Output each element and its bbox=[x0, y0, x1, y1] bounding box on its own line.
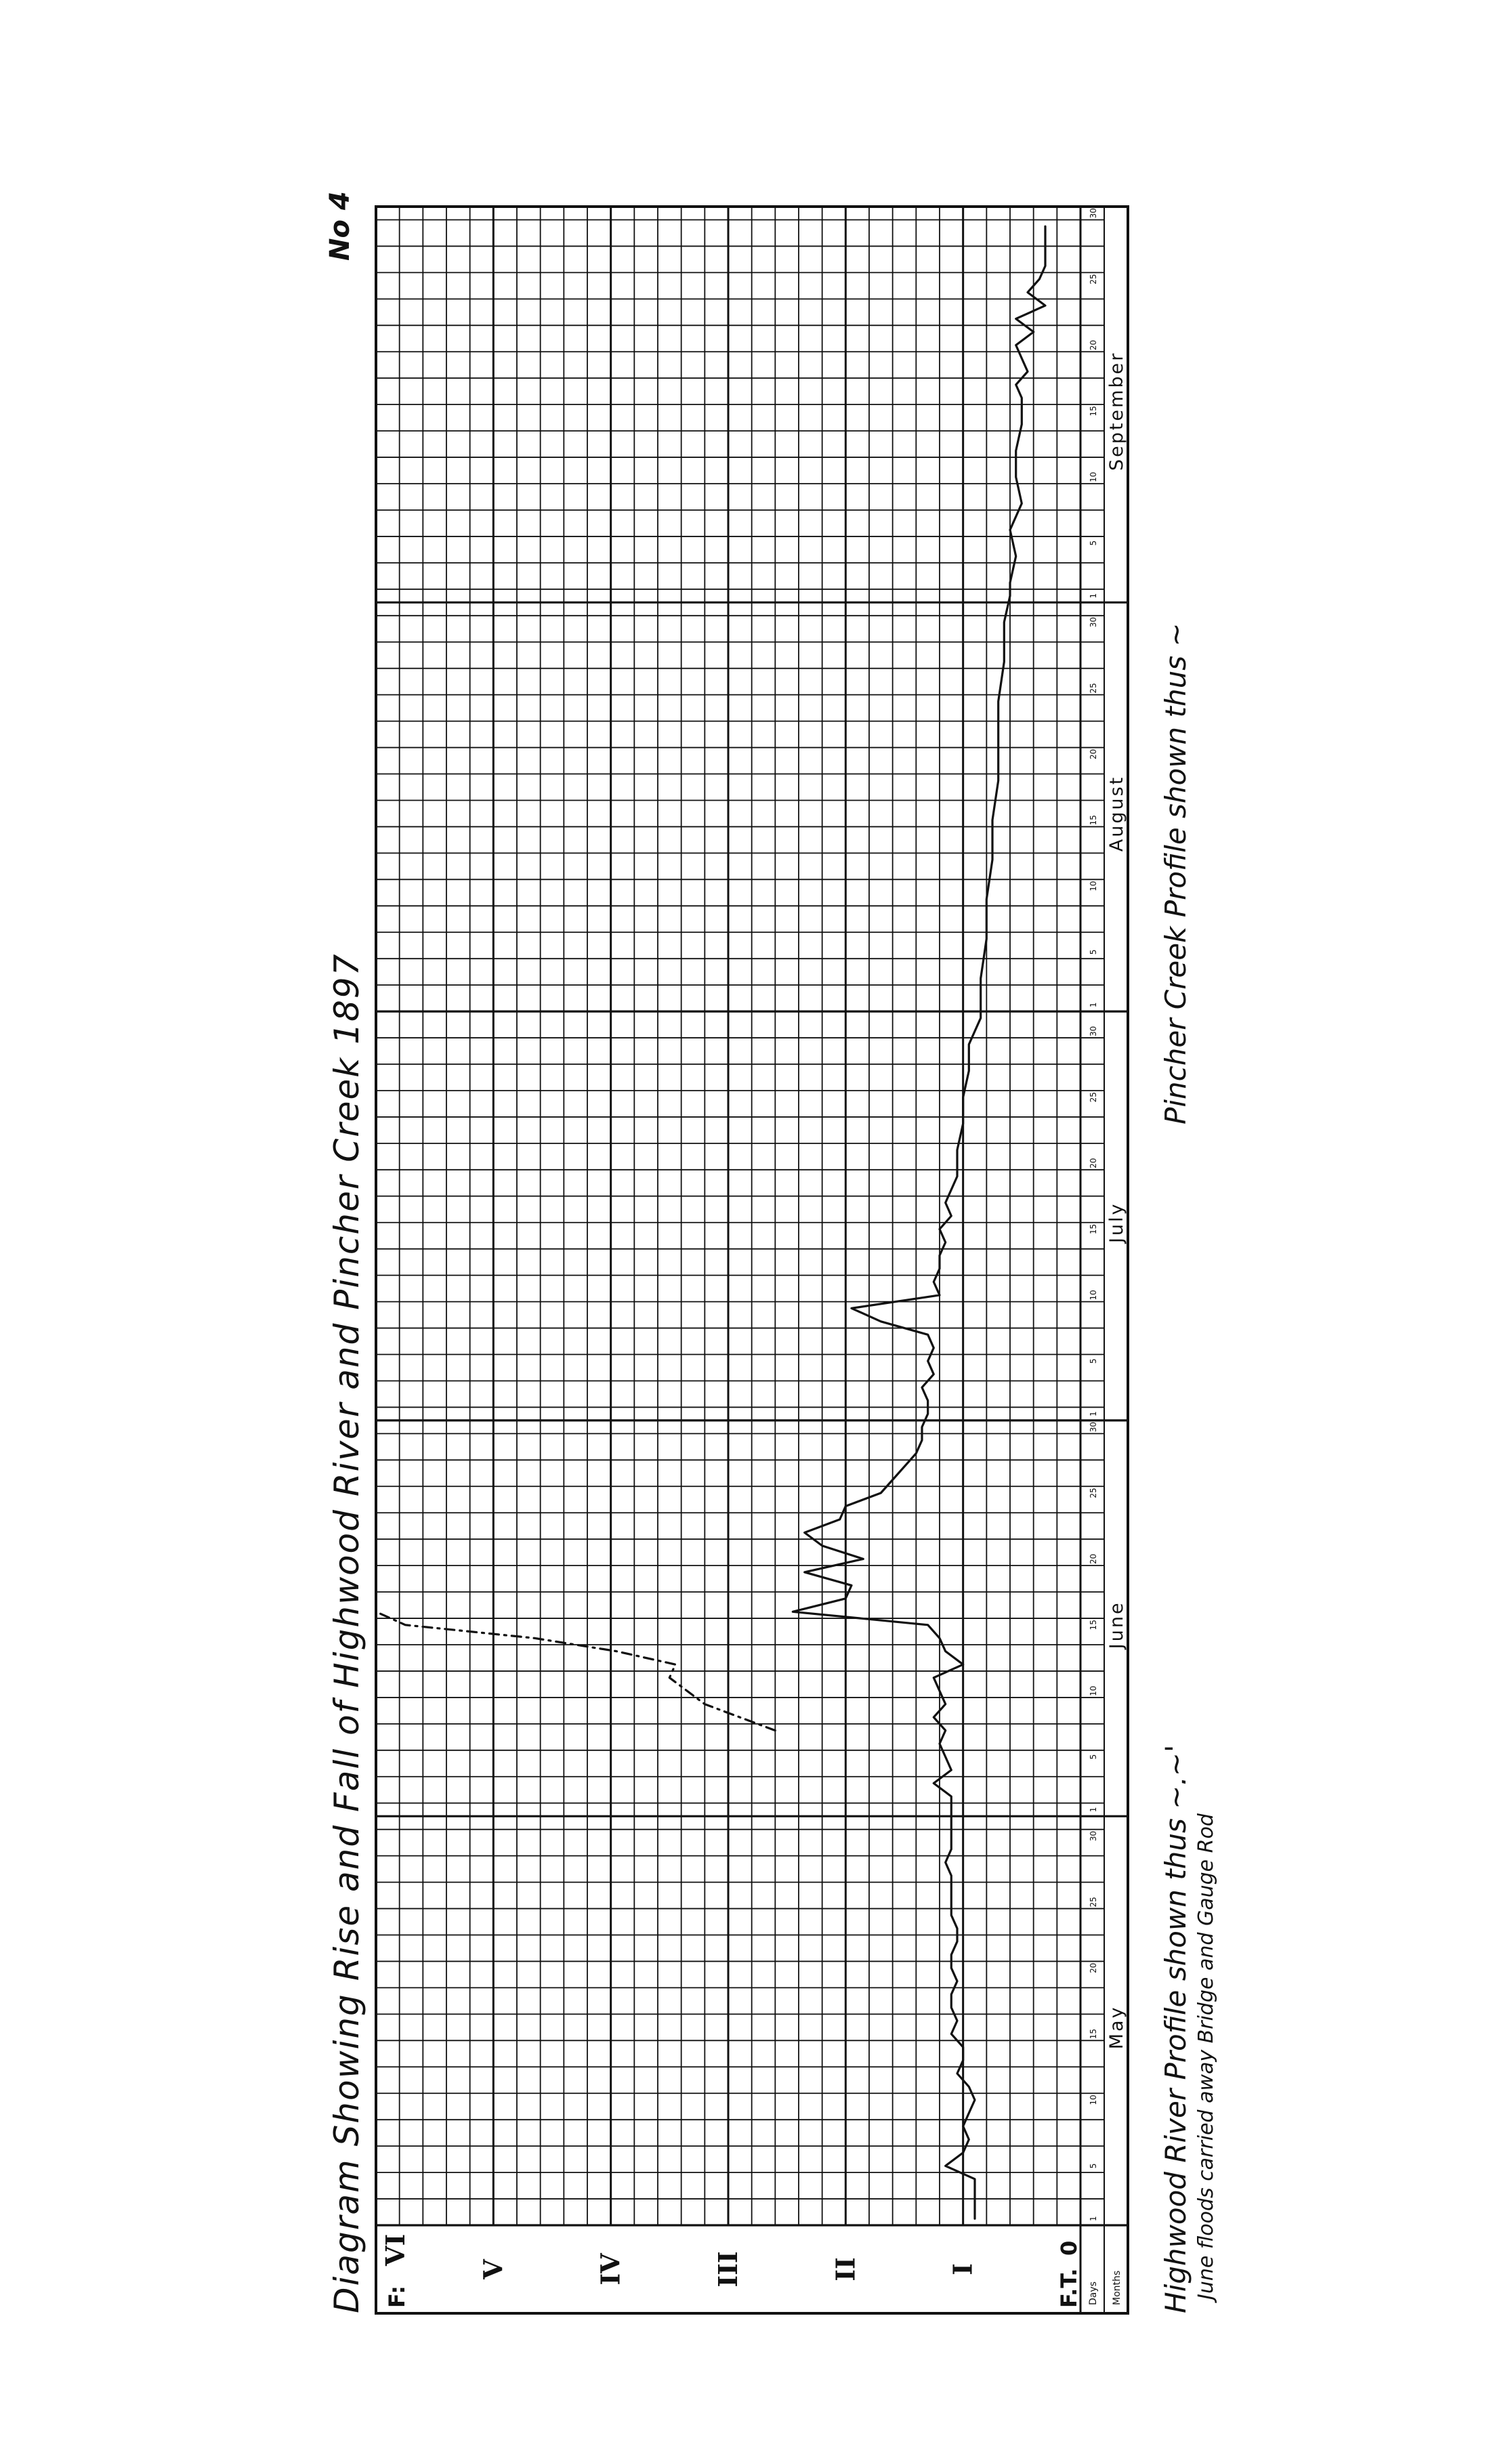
y-tick-label: V bbox=[478, 2259, 509, 2279]
day-tick-label: 30 bbox=[1089, 1026, 1098, 1036]
day-tick-label: 25 bbox=[1089, 683, 1098, 694]
highwood-legend: Highwood River Profile shown thus ~.~' bbox=[1159, 1744, 1192, 2313]
day-tick-label: 10 bbox=[1089, 1290, 1098, 1301]
day-tick-label: 25 bbox=[1089, 1488, 1098, 1498]
day-tick-label: 30 bbox=[1089, 616, 1098, 628]
page-number: No 4 bbox=[324, 191, 356, 261]
day-tick-label: 30 bbox=[1089, 208, 1098, 219]
xlabel-months: Months bbox=[1112, 2270, 1122, 2305]
day-tick-label: 5 bbox=[1089, 540, 1098, 546]
day-tick-label: 5 bbox=[1089, 2163, 1098, 2169]
day-tick-label: 25 bbox=[1089, 1897, 1098, 1908]
day-tick-label: 15 bbox=[1089, 1620, 1098, 1630]
month-label: September bbox=[1106, 351, 1127, 471]
day-tick-label: 1 bbox=[1089, 1807, 1098, 1813]
day-tick-label: 20 bbox=[1089, 749, 1098, 759]
day-tick-label: 1 bbox=[1089, 1002, 1098, 1008]
day-tick-label: 30 bbox=[1089, 1421, 1098, 1433]
day-tick-label: 10 bbox=[1089, 1685, 1098, 1696]
y-tick-label: I bbox=[947, 2263, 978, 2275]
day-tick-label: 5 bbox=[1089, 1358, 1098, 1364]
month-label: June bbox=[1106, 1601, 1127, 1649]
y-tick-label: IV bbox=[595, 2253, 626, 2286]
day-tick-label: 20 bbox=[1089, 1962, 1098, 1973]
month-label: August bbox=[1106, 775, 1127, 852]
pincher-legend: Pincher Creek Profile shown thus ~ bbox=[1159, 623, 1192, 1124]
day-tick-label: 20 bbox=[1089, 1158, 1098, 1169]
day-tick-label: 15 bbox=[1089, 1223, 1098, 1235]
y-axis-unit-top: F: bbox=[384, 2286, 410, 2308]
day-tick-label: 25 bbox=[1089, 274, 1098, 285]
day-tick-label: 5 bbox=[1089, 1754, 1098, 1760]
day-tick-label: 15 bbox=[1089, 406, 1098, 417]
day-tick-label: 15 bbox=[1089, 2028, 1098, 2040]
y-axis-unit-bottom: F.T. bbox=[1056, 2268, 1082, 2308]
axis-labels bbox=[380, 208, 1127, 2308]
day-tick-label: 30 bbox=[1089, 1830, 1098, 1842]
day-tick-label: 25 bbox=[1089, 1092, 1098, 1103]
y-tick-label: III bbox=[713, 2251, 743, 2288]
y-tick-label: VI bbox=[380, 2233, 411, 2266]
highwood-note: June floods carried away Bridge and Gauge Rod bbox=[1194, 1813, 1218, 2300]
y-tick-label: II bbox=[830, 2257, 861, 2281]
day-tick-label: 1 bbox=[1089, 593, 1098, 599]
chart-grid bbox=[376, 207, 1128, 2313]
day-tick-label: 20 bbox=[1089, 339, 1098, 351]
month-label: May bbox=[1106, 2005, 1127, 2050]
day-tick-label: 10 bbox=[1089, 471, 1098, 482]
day-tick-label: 1 bbox=[1089, 2216, 1098, 2222]
day-tick-label: 1 bbox=[1089, 1411, 1098, 1416]
y-tick-label: 0 bbox=[1056, 2240, 1082, 2256]
day-tick-label: 5 bbox=[1089, 949, 1098, 955]
page-title: Diagram Showing Rise and Fall of Highwood River and Pincher Creek 1897 bbox=[327, 952, 366, 2313]
day-tick-label: 10 bbox=[1089, 2094, 1098, 2105]
xlabel-days: Days bbox=[1088, 2281, 1099, 2305]
day-tick-label: 20 bbox=[1089, 1553, 1098, 1565]
month-label: July bbox=[1106, 1202, 1127, 1244]
day-tick-label: 15 bbox=[1089, 815, 1098, 826]
day-tick-label: 10 bbox=[1089, 881, 1098, 891]
